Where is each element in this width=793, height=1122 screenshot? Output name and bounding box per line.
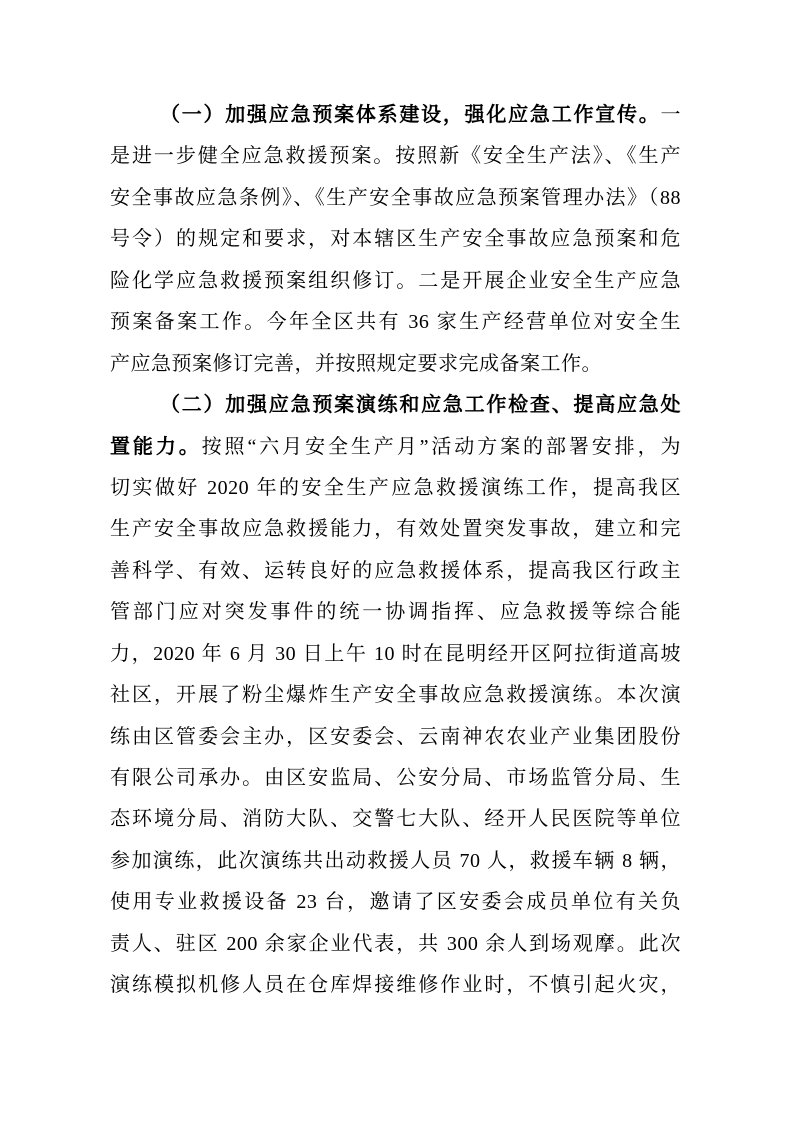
body-text: 切实做好 2020 年的安全生产应急救援演练工作，提高我区 <box>110 476 681 499</box>
text-line <box>110 758 681 799</box>
body-text: 参加演练，此次演练共出动救援人员 70 人，救援车辆 8 辆， <box>110 849 681 872</box>
body-text: 态环境分局、消防大队、交警七大队、经开人民医院等单位 <box>110 808 681 831</box>
text-line <box>110 882 681 923</box>
body-text: 按照“六月安全生产月”活动方案的部署安排，为 <box>201 435 681 458</box>
text-line <box>110 136 681 177</box>
text-line <box>110 799 681 840</box>
body-text: 安全事故应急条例》、《生产安全事故应急预案管理办法》（88 <box>110 186 681 209</box>
body-text: 产应急预案修订完善，并按照规定要求完成备案工作。 <box>110 352 602 375</box>
body-text: 预案备案工作。今年全区共有 36 家生产经营单位对安全生 <box>110 311 681 334</box>
text-line <box>110 551 681 592</box>
text-line <box>110 95 681 136</box>
text-line <box>110 965 681 1006</box>
text-line <box>110 924 681 965</box>
text-line <box>110 592 681 633</box>
text-line <box>110 717 681 758</box>
text-line <box>110 302 681 343</box>
heading-text: （二）加强应急预案演练和应急工作检查、提高应急处 <box>160 394 681 417</box>
body-text: 是进一步健全应急救援预案。按照新《安全生产法》、《生产 <box>110 145 681 168</box>
body-text: 一 <box>660 104 681 126</box>
text-line <box>110 634 681 675</box>
text-line <box>110 468 681 509</box>
body-text: 使用专业救援设备 23 台，邀请了区安委会成员单位有关负 <box>110 891 681 914</box>
text-line <box>110 178 681 219</box>
body-text: 号令）的规定和要求，对本辖区生产安全事故应急预案和危 <box>110 228 681 251</box>
text-line <box>110 219 681 260</box>
body-text: 练由区管委会主办，区安委会、云南神农农业产业集团股份 <box>110 725 681 748</box>
body-text: 演练模拟机修人员在仓库焊接维修作业时，不慎引起火灾， <box>110 974 681 997</box>
heading-text: （一）加强应急预案体系建设，强化应急工作宣传。 <box>160 104 661 126</box>
text-line <box>110 385 681 426</box>
body-text: 有限公司承办。由区安监局、公安分局、市场监管分局、生 <box>110 767 681 789</box>
text-line <box>110 427 681 468</box>
body-text: 善科学、有效、运转良好的应急救援体系，提高我区行政主 <box>110 559 681 582</box>
text-line <box>110 841 681 882</box>
text-line <box>110 509 681 550</box>
body-text: 责人、驻区 200 余家企业代表，共 300 余人到场观摩。此次 <box>110 932 681 955</box>
text-line <box>110 675 681 716</box>
text-line <box>110 344 681 385</box>
heading-text: 置能力。 <box>110 435 202 458</box>
body-text: 险化学应急救援预案组织修订。二是开展企业安全生产应急 <box>110 269 681 292</box>
document-text-block <box>110 95 681 1007</box>
body-text: 社区，开展了粉尘爆炸生产安全事故应急救援演练。本次演 <box>110 684 681 707</box>
text-line <box>110 261 681 302</box>
body-text: 力，2020 年 6 月 30 日上午 10 时在昆明经开区阿拉街道高坡 <box>110 642 681 665</box>
body-text: 生产安全事故应急救援能力，有效处置突发事故，建立和完 <box>110 518 681 541</box>
body-text: 管部门应对突发事件的统一协调指挥、应急救援等综合能 <box>110 601 681 624</box>
